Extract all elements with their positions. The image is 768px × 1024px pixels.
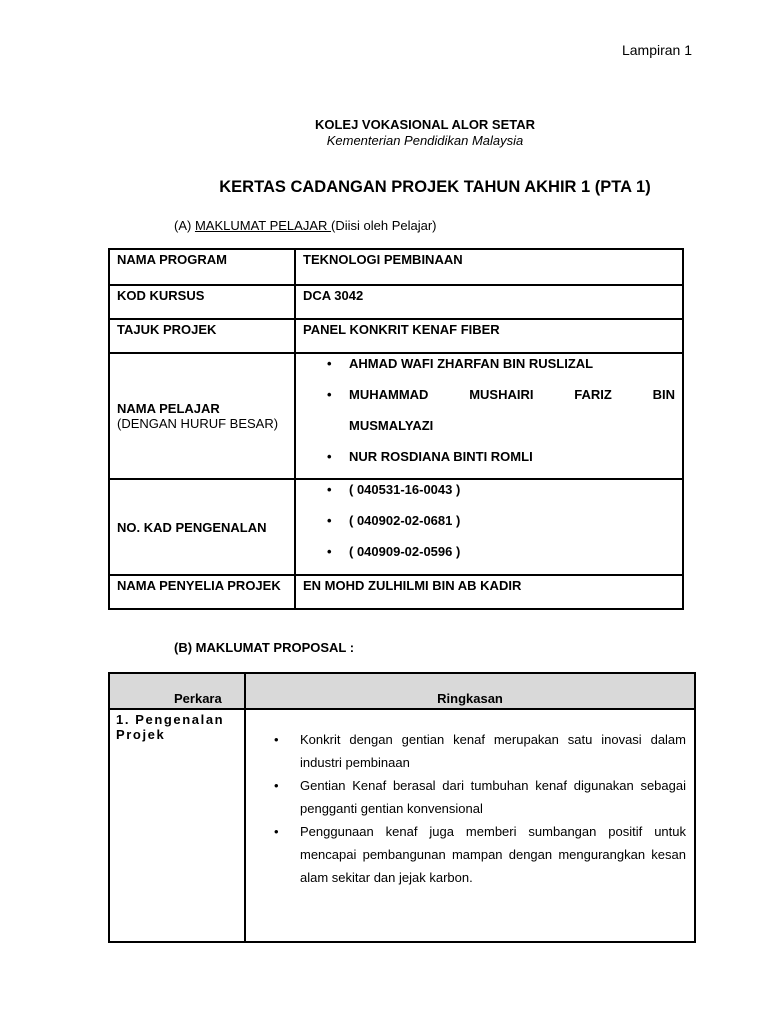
column-header-perkara: Perkara bbox=[109, 673, 245, 709]
student-name-continuation: MUSMALYAZI bbox=[349, 418, 434, 433]
course-code-value: DCA 3042 bbox=[295, 285, 683, 319]
ic-number-item: • ( 040909-02-0596 ) bbox=[303, 544, 675, 559]
table-row bbox=[109, 319, 683, 353]
program-value: TEKNOLOGI PEMBINAAN bbox=[295, 249, 683, 285]
column-header-ringkasan: Ringkasan bbox=[245, 673, 695, 709]
supervisor-value: EN MOHD ZULHILMI BIN AB KADIR bbox=[295, 575, 683, 609]
student-names-cell bbox=[295, 353, 683, 479]
list-item: • Konkrit dengan gentian kenaf merupakan satu inovasi dalam industri pembinaan bbox=[246, 728, 686, 774]
supervisor-label: NAMA PENYELIA PROJEK bbox=[109, 575, 295, 609]
list-item: • Penggunaan kenaf juga memberi sumbangan positif untuk mencapai pembangunan mampan dengan mengurangkan kesan alam sekitar dan jejak karbon. bbox=[246, 820, 686, 889]
ringkasan-list bbox=[246, 710, 694, 941]
table-row bbox=[109, 249, 683, 285]
student-names-label-cell bbox=[109, 353, 295, 479]
document-title: KERTAS CADANGAN PROJEK TAHUN AKHIR 1 (PTA 1) bbox=[219, 178, 651, 196]
student-name-item: • AHMAD WAFI ZHARFAN BIN RUSLIZAL bbox=[303, 356, 675, 371]
student-names-label: NAMA PELAJAR bbox=[117, 401, 220, 416]
proposal-table bbox=[108, 672, 696, 943]
table-row bbox=[109, 479, 683, 575]
section-b-heading: (B) MAKLUMAT PROPOSAL : bbox=[174, 640, 355, 655]
project-title-value: PANEL KONKRIT KENAF FIBER bbox=[295, 319, 683, 353]
ringkasan-cell bbox=[245, 709, 695, 942]
table-row bbox=[109, 575, 683, 609]
section-a-note: (Diisi oleh Pelajar) bbox=[331, 218, 437, 233]
perkara-item: 1. Pengenalan Projek bbox=[109, 709, 245, 942]
section-a-prefix: (A) bbox=[174, 218, 195, 233]
ic-number-item: • ( 040902-02-0681 ) bbox=[303, 513, 675, 528]
table-row bbox=[109, 709, 695, 942]
college-name: KOLEJ VOKASIONAL ALOR SETAR bbox=[314, 117, 536, 132]
section-a-heading bbox=[174, 218, 437, 233]
ministry-name: Kementerian Pendidikan Malaysia bbox=[326, 133, 524, 148]
ic-number-item: • ( 040531-16-0043 ) bbox=[303, 482, 675, 497]
table-row bbox=[109, 353, 683, 479]
annex-label: Lampiran 1 bbox=[621, 42, 692, 58]
student-names-label-note: (DENGAN HURUF BESAR) bbox=[117, 416, 279, 431]
section-a-title: MAKLUMAT PELAJAR bbox=[194, 218, 332, 233]
table-row bbox=[109, 285, 683, 319]
student-info-table bbox=[108, 248, 684, 610]
student-name-item: • MUHAMMAD MUSHAIRI FARIZ BIN bbox=[303, 387, 675, 402]
ic-label: NO. KAD PENGENALAN bbox=[109, 479, 295, 575]
table-header-row bbox=[109, 673, 695, 709]
project-title-label: TAJUK PROJEK bbox=[109, 319, 295, 353]
course-code-label: KOD KURSUS bbox=[109, 285, 295, 319]
ic-numbers-cell bbox=[295, 479, 683, 575]
program-label: NAMA PROGRAM bbox=[109, 249, 295, 285]
student-name-item: • NUR ROSDIANA BINTI ROMLI bbox=[303, 449, 675, 464]
list-item: • Gentian Kenaf berasal dari tumbuhan kenaf digunakan sebagai pengganti gentian konvensional bbox=[246, 774, 686, 820]
